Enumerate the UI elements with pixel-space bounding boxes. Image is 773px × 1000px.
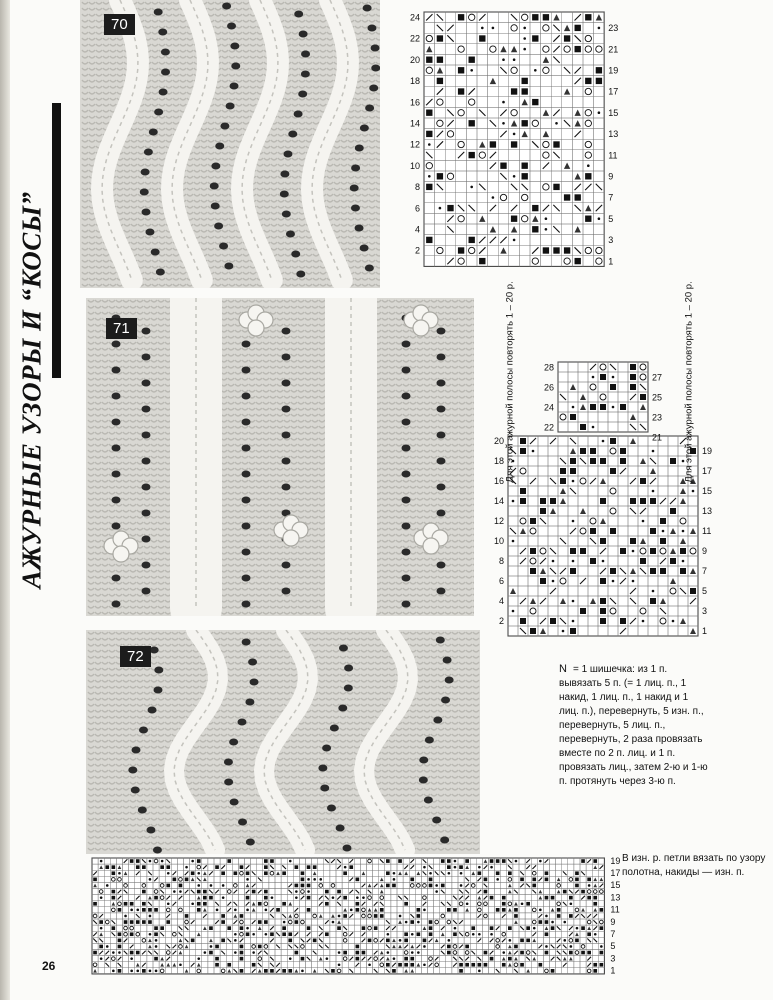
row-number: 8 (498, 556, 504, 566)
section-title-text: АЖУРНЫЕ УЗОРЫ И “КОСЫ” (16, 191, 47, 589)
row-number: 19 (608, 65, 619, 76)
row-number: 6 (498, 576, 504, 586)
row-number: 3 (702, 606, 708, 616)
row-number: 23 (608, 23, 619, 34)
row-number: 9 (610, 916, 616, 927)
row-number: 18 (409, 76, 420, 87)
row-number: 5 (608, 213, 614, 224)
row-number: 16 (493, 476, 504, 486)
row-number: 1 (702, 626, 708, 636)
pattern-70-photo (80, 0, 380, 288)
repeat-note-text: Для этой ажурной полосы повторять 1 – 20 р. (683, 281, 695, 483)
row-number: 16 (409, 97, 420, 108)
page-number: 26 (42, 959, 56, 973)
row-number: 20 (409, 54, 420, 65)
row-number: 15 (610, 880, 621, 891)
chart-72-grid (92, 858, 604, 974)
row-number: 12 (409, 139, 420, 150)
row-number: 6 (414, 203, 420, 214)
row-number: 24 (543, 402, 554, 413)
page-spine (0, 0, 10, 1000)
row-number: 7 (610, 928, 616, 939)
row-number: 14 (409, 118, 420, 129)
row-number: 10 (493, 536, 504, 546)
pattern-71-repeat-note-right (676, 281, 702, 483)
row-number: 12 (493, 516, 504, 526)
row-number: 3 (608, 235, 614, 246)
pattern-71-number: 71 (106, 318, 137, 339)
row-number: 5 (610, 941, 616, 952)
row-number: 22 (543, 422, 554, 433)
row-number: 2 (498, 616, 504, 626)
row-number: 9 (702, 546, 708, 556)
row-number: 11 (610, 904, 620, 915)
row-number: 13 (702, 506, 713, 516)
repeat-note-text: Для этой ажурной полосы повторять 1 – 20 р. (504, 281, 516, 483)
row-number: 19 (610, 856, 621, 866)
bobble-symbol: N (559, 663, 567, 675)
row-number: 2 (414, 245, 420, 256)
row-number: 7 (608, 192, 614, 203)
row-number: 17 (610, 867, 621, 878)
row-number: 4 (414, 224, 420, 235)
row-number: 15 (702, 486, 713, 496)
row-number: 22 (409, 33, 420, 44)
row-number: 20 (493, 436, 504, 446)
bobble-legend (559, 662, 709, 789)
row-number: 14 (493, 496, 504, 506)
row-number: 25 (652, 392, 663, 403)
row-number: 1 (608, 256, 614, 267)
row-number: 10 (409, 160, 420, 171)
row-number: 8 (414, 182, 420, 193)
chart-71-top-grid (558, 362, 648, 432)
row-number: 17 (608, 86, 619, 97)
pattern-70-number: 70 (104, 14, 135, 35)
row-number: 11 (702, 526, 712, 536)
row-number: 11 (608, 150, 618, 161)
row-number: 15 (608, 107, 619, 118)
row-number: 21 (652, 432, 663, 443)
chart-71-main-grid (508, 436, 698, 636)
bobble-legend-text: = 1 шишечка: из 1 п. вывязать 5 п. (= 1 лиц. п., 1 накид, 1 лиц. п., 1 накид и 1 лиц. п.), перевернуть, 5 изн. п., перевернуть, 5 лиц. п., перевернуть, 2 раза провязать вместе по 2 п. лиц. и 1 п. провязать лиц., затем 2-ю и 1-ю п. протянуть через 3-ю п. (559, 664, 708, 787)
row-number: 28 (543, 362, 554, 373)
row-number: 21 (608, 44, 619, 55)
row-number: 9 (608, 171, 614, 182)
pattern-71-photo (86, 298, 474, 616)
section-title-bar (52, 103, 61, 378)
row-number: 27 (652, 372, 663, 383)
row-number: 3 (610, 953, 616, 964)
row-number: 5 (702, 586, 708, 596)
pattern-72-number: 72 (120, 646, 151, 667)
row-number: 7 (702, 566, 708, 576)
row-number: 13 (608, 129, 619, 140)
row-number: 26 (543, 382, 554, 393)
row-number: 19 (702, 446, 713, 456)
row-number: 17 (702, 466, 713, 476)
row-number: 1 (610, 965, 616, 976)
purl-rows-note: В изн. р. петли вязать по узору полотна, накиды — изн. п. (622, 853, 766, 878)
row-number: 18 (493, 456, 504, 466)
chart-70-grid (424, 12, 604, 266)
row-number: 13 (610, 892, 621, 903)
section-title (14, 120, 50, 660)
row-number: 23 (652, 412, 663, 423)
pattern-72-chart (88, 856, 628, 976)
row-number: 24 (409, 12, 420, 23)
row-number: 4 (498, 596, 504, 606)
pattern-70-chart (402, 8, 622, 280)
